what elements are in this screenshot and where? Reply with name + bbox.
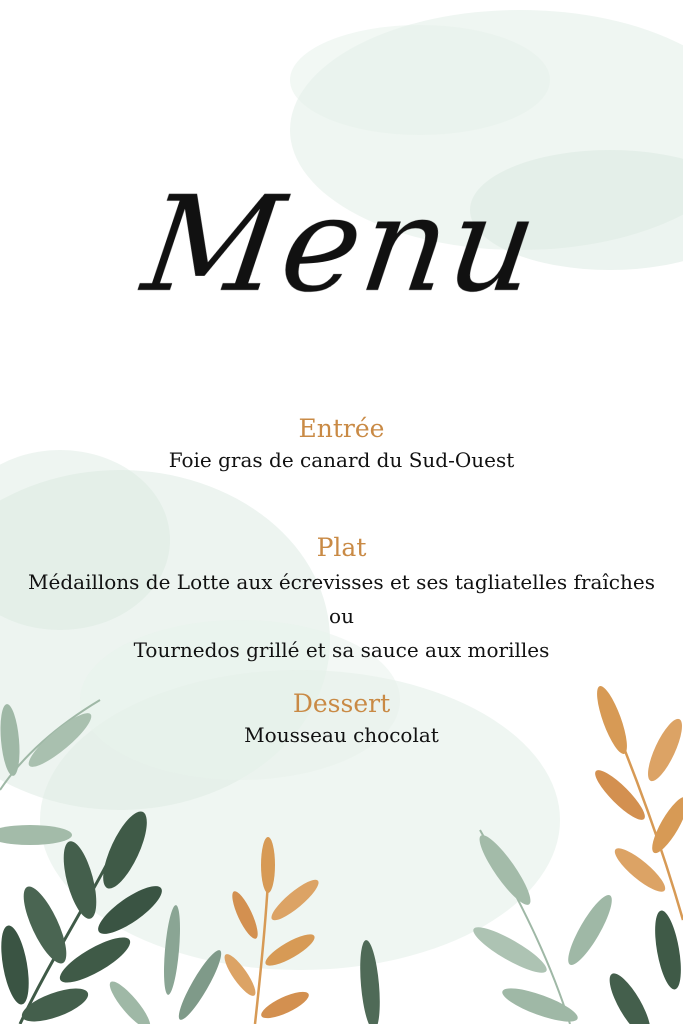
plat-separator: ou [329, 604, 354, 628]
plat-section [0, 533, 683, 665]
plat-option-1: Médaillons de Lotte aux écrevisses et ses tagliatelles fraîches [28, 570, 655, 594]
watercolor-wash [0, 10, 683, 970]
entree-heading: Entrée [298, 414, 385, 443]
dessert-heading: Dessert [292, 689, 391, 718]
dessert-section [0, 689, 683, 750]
entree-section [0, 414, 683, 475]
entree-dish: Foie gras de canard du Sud-Ouest [168, 448, 515, 472]
green-branch-right [602, 909, 683, 1024]
plat-heading: Plat [316, 533, 367, 562]
plat-option-2: Tournedos grillé et sa sauce aux morilles [133, 638, 550, 662]
dessert-dish: Mousseau chocolat [244, 723, 439, 747]
menu-title: Menu [135, 168, 548, 322]
